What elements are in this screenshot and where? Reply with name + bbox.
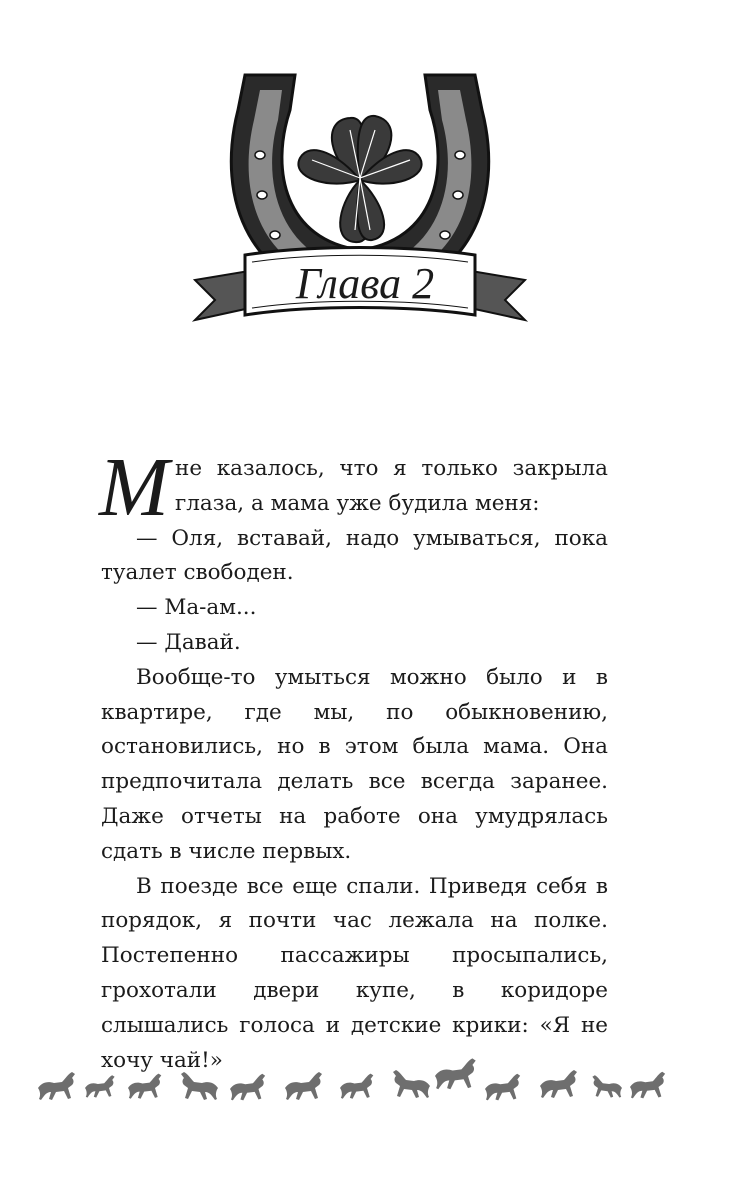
horse-silhouette (435, 1058, 476, 1089)
horse-silhouette (85, 1075, 115, 1097)
horse-silhouette (181, 1072, 218, 1100)
chapter-title: Глава 2 (295, 259, 435, 308)
horse-silhouette (128, 1074, 161, 1099)
horse-silhouette (540, 1070, 577, 1098)
horse-silhouettes-icon (30, 1046, 690, 1106)
paragraph: Вообще-то умыться можно было и в квартире, где мы, по обыкновению, остановились, но в этом была мама. Она предпочитала делать все всегда заранее. Даже отчеты на работе она умудрялась сдать в числе первых. (101, 664, 608, 864)
horse-silhouette (592, 1075, 622, 1097)
horse-silhouette (230, 1074, 265, 1101)
paragraph (99, 441, 608, 534)
paragraph: — Давай. (136, 629, 241, 655)
paragraph-text: не казалось, что я только закрыла глаза, а мама уже будила меня: (174, 456, 608, 516)
horse-silhouette (285, 1072, 322, 1100)
horse-silhouette (630, 1072, 665, 1099)
paragraph: — Оля, вставай, надо умываться, пока туалет свободен. (101, 525, 608, 586)
paragraph: В поезде все еще спали. Приведя себя в порядок, я почти час лежала на полке. Постепенно пассажиры просыпались, грохотали двери купе, в коридоре слышались голоса и детские крики: «Я не хочу чай!» (101, 873, 608, 1073)
drop-cap: М (99, 441, 169, 534)
horse-silhouette (393, 1070, 430, 1098)
paragraph: — Ма-ам... (136, 595, 257, 621)
horse-silhouette (340, 1074, 373, 1099)
horse-silhouette (38, 1072, 75, 1100)
horseshoe-clover-icon (190, 50, 530, 355)
horse-silhouette (485, 1074, 520, 1101)
chapter-body (99, 441, 608, 1078)
